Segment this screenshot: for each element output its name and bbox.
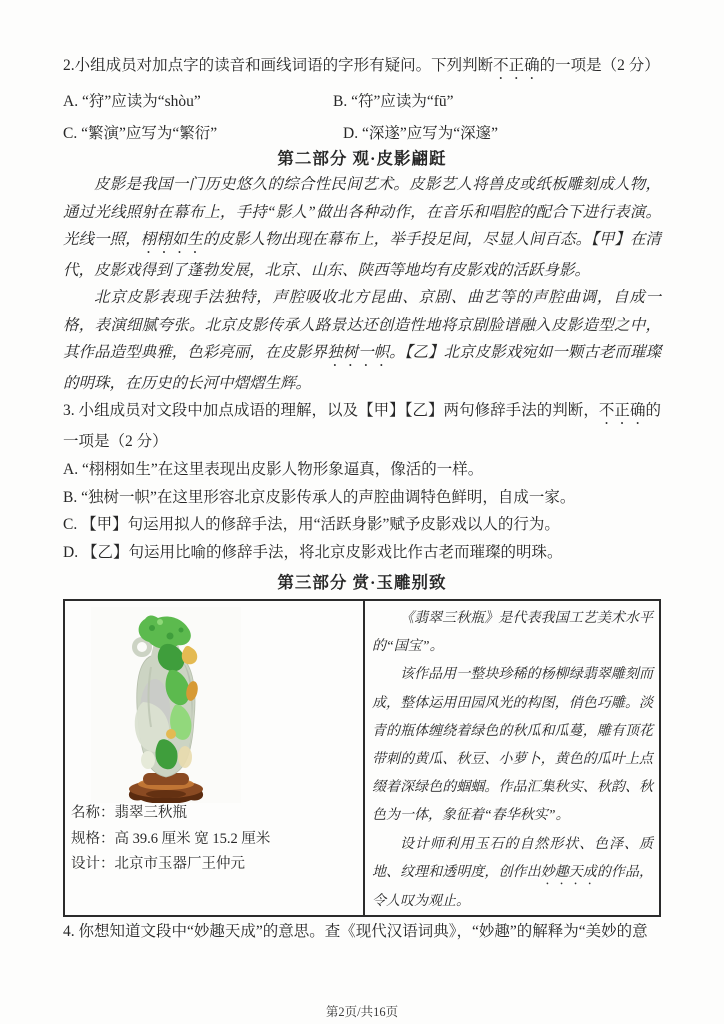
p3-before: 设计师利用玉石的自然形状、色泽、质地、纹理和透明度，创作出 [372,836,653,880]
p2-idiom-dushuyizhi: 独树一帜 [327,344,390,361]
jade-bud [141,751,155,769]
p3-after: 的作品，令人叹为观止。 [372,864,654,909]
page-number-footer: 第2页/共16页 [325,1005,399,1019]
artifact-paragraph-2: 该作品用一整块珍稀的杨柳绿翡翠雕刻而成，整体运用田园风光的构图，俏色巧雕。淡青的瓶体缠绕着绿色的秋瓜和瓜蔓，雕有顶花带刺的黄瓜、秋豆、小萝卜，黄色的瓜叶上点缀着深绿色的蝈蝈。作品汇集秋实、秋韵、秋色为一体，象征着“春华秋实”。 [372,667,653,824]
q2-stem-emphasized: 不正确 [493,57,540,74]
q3-option-a: A. “栩栩如生”在这里表现出皮影人物形象逼真，像活的一样。 [63,461,484,478]
question-4-stem: 4. 你想知道文段中“妙趣天成”的意思。查《现代汉语词典》，“妙趣”的解释为“美妙的意 [63,923,648,940]
p1-after: 的皮影人物出现在幕布上，举手投足间，尽显人间百态。【甲】在清代，皮影戏得到了蓬勃发展，北京、山东、陕西等地均有皮影戏的活跃身影。 [63,231,661,279]
artifact-paragraph-1: 《翡翠三秋瓶》是代表我国工艺美术水平的“国宝”。 [372,611,653,655]
passage-paragraph-2 [63,284,661,398]
question-3-stem [63,397,661,456]
artifact-caption [71,801,270,878]
section-3-title: 第三部分 赏·玉雕别致 [277,573,447,592]
caption-spec-line: 规格：高 39.6 厘米 宽 15.2 厘米 [71,830,271,847]
q3-stem-before: 3. 小组成员对文段中加点成语的理解，以及【甲】【乙】两句修辞手法的判断， [63,402,599,419]
jade-vase-image [91,607,241,803]
q3-option-c: C. 【甲】句运用拟人的修辞手法，用“活跃身影”赋予皮影戏以人的行为。 [63,516,560,533]
q2-options-row-1 [63,88,661,116]
caption-designer-line: 设计：北京市玉器厂王仲元 [71,856,245,872]
p1-before: 皮影是我国一门历史悠久的综合性民间艺术。皮影艺人将兽皮或纸板雕刻成人物，通过光线照射在幕布上，手持“影人”做出各种动作，在音乐和唱腔的配合下进行表演。光线一照， [63,176,661,248]
q2-stem-after: 的一项是（2 分） [539,57,660,74]
q3-option-b: B. “独树一帜”在这里形容北京皮影传承人的声腔曲调特色鲜明，自成一家。 [63,488,576,506]
artifact-table [63,599,661,917]
artifact-photo-cell [65,601,365,915]
question-2-stem [63,52,661,83]
q3-options [63,456,661,566]
p2-before: 北京皮影表现手法独特，声腔吸收北方昆曲、京剧、曲艺等的声腔曲调，自成一格，表演细腻夸张。北京皮影传承人路景达还创造性地将京剧脸谱融入皮影造型之中，其作品造型典雅，色彩亮丽，在皮影界 [63,289,661,361]
q3-stem-emphasized: 不正确 [598,402,646,419]
p2-after: 。【乙】北京皮影戏宛如一颗古老而璀璨的明珠，在历史的长河中熠熠生辉。 [63,344,661,392]
q2-option-d: D. “深遂”应写为“深邃” [343,125,498,142]
q3-option-d: D. 【乙】句运用比喻的修辞手法，将北京皮影戏比作古老而璀璨的明珠。 [63,543,563,561]
caption-name-line: 名称：翡翠三秋瓶 [71,805,187,821]
passage-paragraph-1 [63,171,661,285]
section-2-title: 第二部分 观·皮影翩跹 [277,149,447,168]
p1-idiom-xuxurusheng: 栩栩如生 [140,231,203,248]
q2-option-b: B. “符”应读为“fū” [333,93,454,110]
p3-idiom-miaoqutiancheng: 妙趣天成 [540,864,597,880]
q3-stem-after: 的一项是（2 分） [63,402,661,450]
q2-stem-before: 2.小组成员对加点字的读音和画线词语的字形有疑问。下列判断 [63,57,494,74]
q2-options-row-2 [63,120,661,148]
q2-option-c: C. “繁演”应写为“繁衍” [63,125,218,142]
q2-option-a: A. “狩”应读为“shòu” [63,93,201,110]
artifact-paragraph-3 [372,831,653,916]
artifact-description-cell [365,601,659,915]
